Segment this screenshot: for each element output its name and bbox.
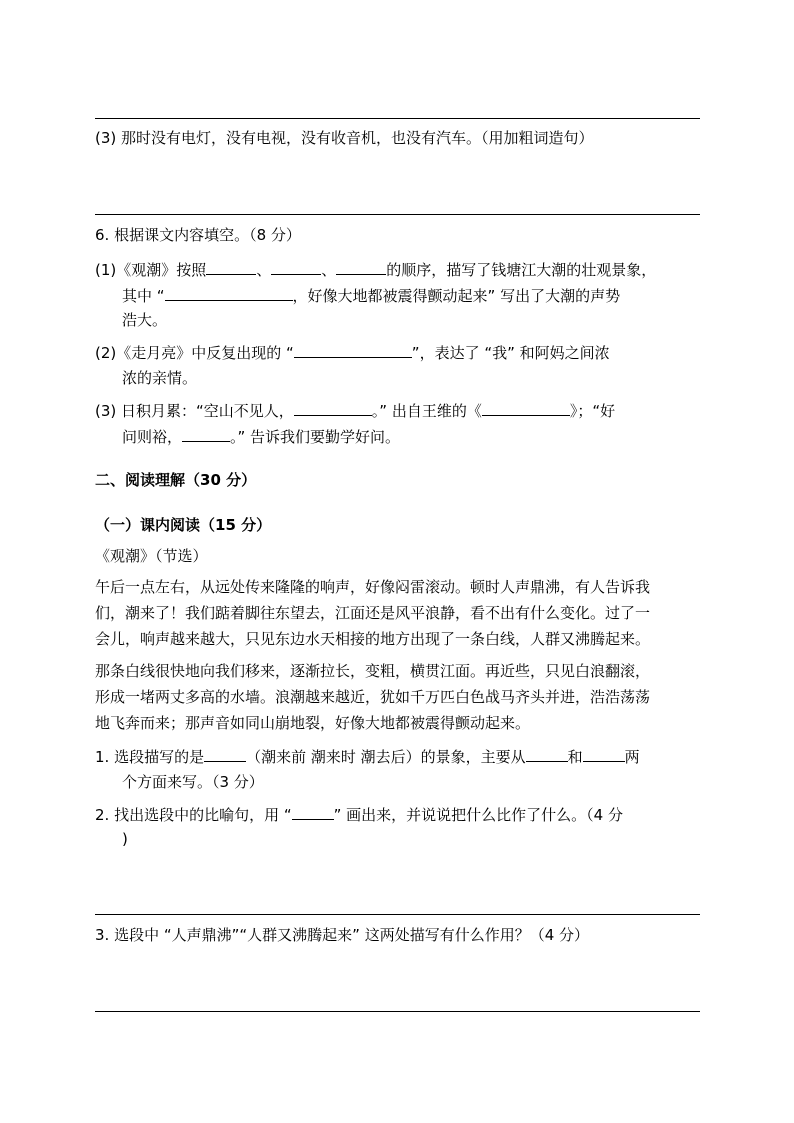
reading-q1-suffix: 两 xyxy=(624,748,640,766)
q6-item1-line3: 浩大。 xyxy=(122,311,168,329)
q6-item2-prefix: (2)《走月亮》中反复出现的 “ xyxy=(95,344,294,362)
fill-blank[interactable] xyxy=(292,804,334,820)
fill-blank[interactable] xyxy=(271,259,321,275)
q6-item1-suffix: 的顺序，描写了钱塘江大潮的壮观景象， xyxy=(386,261,657,279)
passage-para1-line2: 们，潮来了！我们踮着脚往东望去，江面还是风平浪静，看不出有什么变化。过了一 xyxy=(95,604,651,622)
q6-item1-prefix: (1)《观潮》按照 xyxy=(95,261,207,279)
answer-line xyxy=(95,1011,700,1012)
q6-item3-line2 xyxy=(122,426,400,447)
fill-blank[interactable] xyxy=(165,285,293,301)
reading-q1-mid2: 和 xyxy=(567,748,583,766)
fill-blank[interactable] xyxy=(294,400,372,416)
fill-blank[interactable] xyxy=(204,746,246,762)
q6-item1-line2 xyxy=(122,285,620,306)
fill-blank[interactable] xyxy=(526,746,568,762)
q6-item3-suffix: 》；“好 xyxy=(569,402,616,420)
fill-blank[interactable] xyxy=(206,259,256,275)
reading-q3-text: 3. 选段中 “人声鼎沸”“人群又沸腾起来” 这两处描写有什么作用？（4 分） xyxy=(95,926,590,944)
answer-line xyxy=(95,118,700,119)
q5-item3-text: (3) 那时没有电灯，没有电视，没有收音机，也没有汽车。（用加粗词造句） xyxy=(95,129,594,147)
q6-item2-line1 xyxy=(95,342,610,363)
q6-item1-line2-prefix: 其中 “ xyxy=(122,287,165,305)
q6-heading: 6. 根据课文内容填空。（8 分） xyxy=(95,226,301,244)
reading-q1-prefix: 1. 选段描写的是 xyxy=(95,748,205,766)
reading-q2-prefix: 2. 找出选段中的比喻句，用 “ xyxy=(95,806,292,824)
reading-q2-line2: ) xyxy=(122,830,128,848)
section2-heading: 二、阅读理解（30 分） xyxy=(95,471,257,489)
q6-item3-mid: 。” 出自王维的《 xyxy=(371,402,482,420)
separator: 、 xyxy=(256,261,272,279)
passage-para2-line1: 那条白线很快地向我们移来，逐渐拉长，变粗，横贯江面。再近些，只见白浪翻滚， xyxy=(95,662,651,680)
passage-title: 《观潮》（节选） xyxy=(95,547,208,565)
passage-para1-line3: 会儿，响声越来越大，只见东边水天相接的地方出现了一条白线，人群又沸腾起来。 xyxy=(95,630,651,648)
passage-para2-line2: 形成一堵两丈多高的水墙。浪潮越来越近，犹如千万匹白色战马齐头并进，浩浩荡荡 xyxy=(95,688,651,706)
q6-item1-line2-suffix: ，好像大地都被震得颤动起来” 写出了大潮的声势 xyxy=(292,287,621,305)
section2-sub1-heading: （一）课内阅读（15 分） xyxy=(95,516,272,534)
q6-item3-line2-suffix: 。” 告诉我们要勤学好问。 xyxy=(230,428,401,446)
passage-para2-line3: 地飞奔而来；那声音如同山崩地裂，好像大地都被震得颤动起来。 xyxy=(95,714,531,732)
reading-q1-line1 xyxy=(95,746,640,767)
fill-blank[interactable] xyxy=(583,746,625,762)
fill-blank[interactable] xyxy=(294,342,412,358)
fill-blank[interactable] xyxy=(482,400,570,416)
q6-item1-line1 xyxy=(95,259,656,280)
q6-item3-line1 xyxy=(95,400,615,421)
fill-blank[interactable] xyxy=(336,259,386,275)
separator: 、 xyxy=(321,261,337,279)
reading-q2-suffix: ” 画出来，并说说把什么比作了什么。（4 分 xyxy=(333,806,623,824)
q6-item3-prefix: (3) 日积月累：“空山不见人， xyxy=(95,402,294,420)
answer-line xyxy=(95,214,700,215)
fill-blank[interactable] xyxy=(182,426,230,442)
answer-line xyxy=(95,914,700,915)
passage-para1-line1: 午后一点左右，从远处传来隆隆的响声，好像闷雷滚动。顿时人声鼎沸，有人告诉我 xyxy=(95,578,651,596)
reading-q1-mid1: （潮来前 潮来时 潮去后）的景象，主要从 xyxy=(246,748,526,766)
q6-item2-line2: 浓的亲情。 xyxy=(122,369,198,387)
reading-q1-line2: 个方面来写。（3 分） xyxy=(122,773,264,791)
reading-q2-line1 xyxy=(95,804,623,825)
q6-item3-line2-prefix: 问则裕， xyxy=(122,428,183,446)
q6-item2-suffix: ”，表达了 “我” 和阿妈之间浓 xyxy=(411,344,610,362)
